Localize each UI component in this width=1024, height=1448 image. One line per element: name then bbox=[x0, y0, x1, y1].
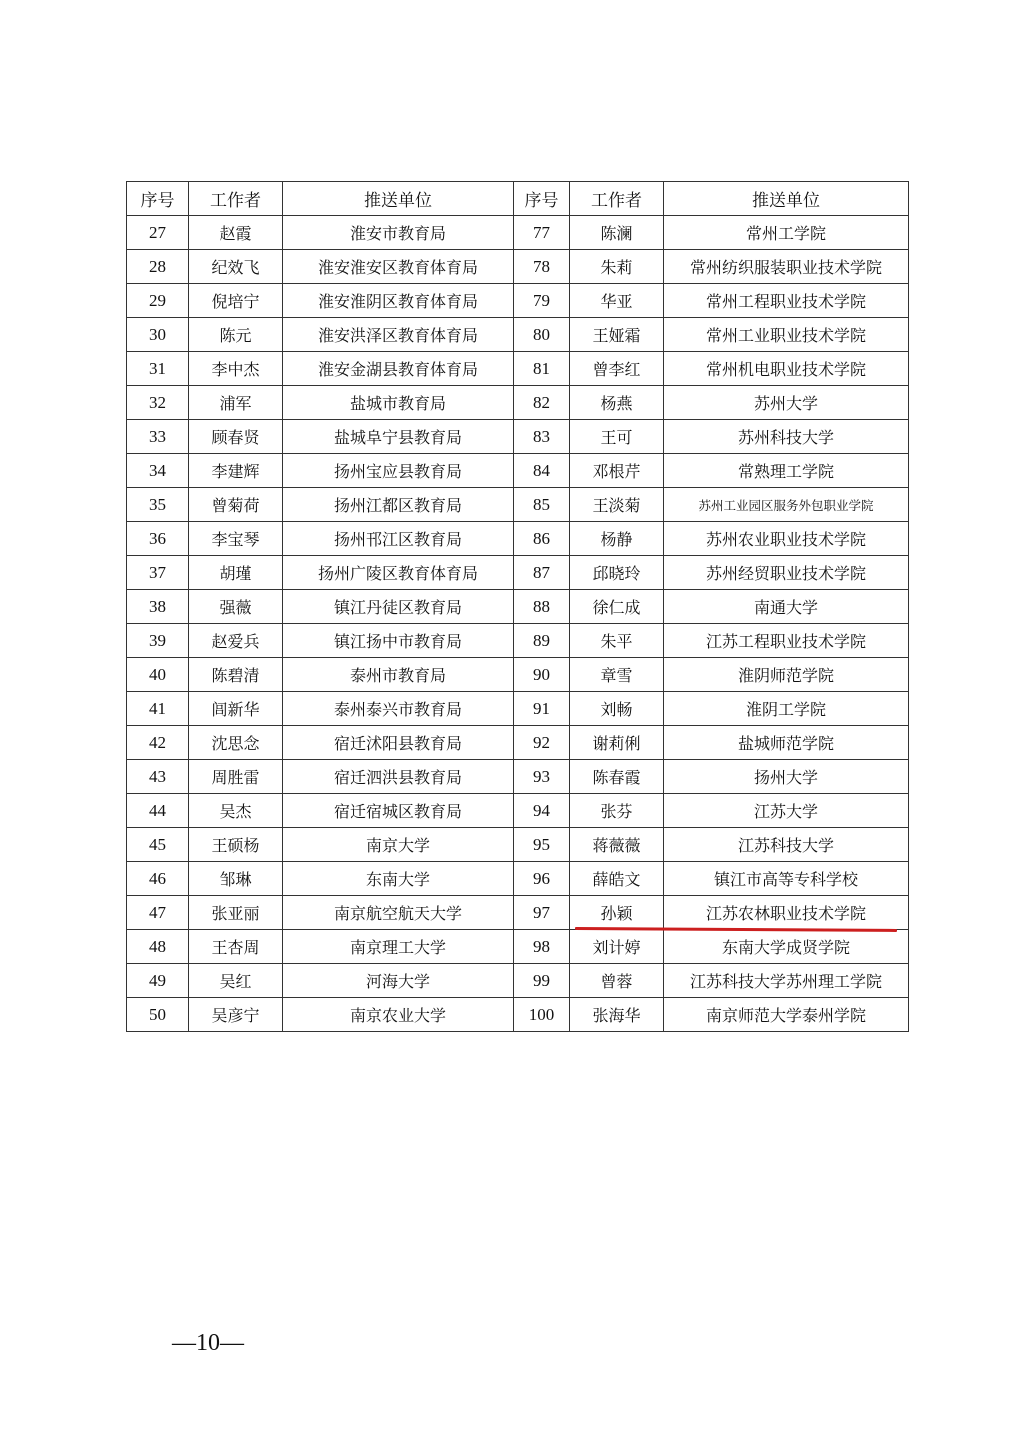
row-unit-right: 常州工业职业技术学院 bbox=[664, 318, 909, 352]
row-index-left: 49 bbox=[127, 964, 189, 998]
row-unit-left: 淮安金湖县教育体育局 bbox=[283, 352, 514, 386]
row-worker-right: 刘计婷 bbox=[570, 930, 664, 964]
row-worker-left: 李中杰 bbox=[189, 352, 283, 386]
row-worker-right: 曾李红 bbox=[570, 352, 664, 386]
row-index-right: 78 bbox=[514, 250, 570, 284]
row-index-right: 86 bbox=[514, 522, 570, 556]
row-unit-right: 常州机电职业技术学院 bbox=[664, 352, 909, 386]
row-unit-left: 宿迁宿城区教育局 bbox=[283, 794, 514, 828]
row-unit-left: 淮安淮安区教育体育局 bbox=[283, 250, 514, 284]
table-body bbox=[127, 216, 909, 1032]
row-index-left: 45 bbox=[127, 828, 189, 862]
row-worker-right: 张芬 bbox=[570, 794, 664, 828]
row-unit-right: 江苏科技大学苏州理工学院 bbox=[664, 964, 909, 998]
table-row bbox=[127, 556, 909, 590]
row-unit-right: 江苏农林职业技术学院 bbox=[664, 896, 909, 930]
header-worker-right: 工作者 bbox=[570, 182, 664, 216]
row-index-left: 41 bbox=[127, 692, 189, 726]
row-worker-left: 赵爱兵 bbox=[189, 624, 283, 658]
table-row bbox=[127, 590, 909, 624]
table-row bbox=[127, 352, 909, 386]
row-worker-right: 王娅霜 bbox=[570, 318, 664, 352]
table-row bbox=[127, 488, 909, 522]
row-worker-left: 陈元 bbox=[189, 318, 283, 352]
row-index-left: 34 bbox=[127, 454, 189, 488]
table-row bbox=[127, 454, 909, 488]
row-index-right: 81 bbox=[514, 352, 570, 386]
row-worker-right: 孙颖 bbox=[570, 896, 664, 930]
row-worker-right: 王淡菊 bbox=[570, 488, 664, 522]
row-worker-right: 王可 bbox=[570, 420, 664, 454]
row-unit-left: 镇江扬中市教育局 bbox=[283, 624, 514, 658]
row-index-right: 95 bbox=[514, 828, 570, 862]
row-worker-left: 闾新华 bbox=[189, 692, 283, 726]
row-index-right: 96 bbox=[514, 862, 570, 896]
row-index-left: 35 bbox=[127, 488, 189, 522]
header-index-right: 序号 bbox=[514, 182, 570, 216]
table-row bbox=[127, 386, 909, 420]
row-unit-left: 淮安淮阴区教育体育局 bbox=[283, 284, 514, 318]
table-header-row bbox=[127, 182, 909, 216]
header-unit-right: 推送单位 bbox=[664, 182, 909, 216]
row-unit-left: 河海大学 bbox=[283, 964, 514, 998]
row-unit-right: 江苏工程职业技术学院 bbox=[664, 624, 909, 658]
row-unit-right: 苏州工业园区服务外包职业学院 bbox=[664, 488, 909, 522]
table-row bbox=[127, 250, 909, 284]
table-row bbox=[127, 998, 909, 1032]
row-worker-left: 曾菊荷 bbox=[189, 488, 283, 522]
row-worker-right: 杨燕 bbox=[570, 386, 664, 420]
row-index-right: 94 bbox=[514, 794, 570, 828]
table-row bbox=[127, 726, 909, 760]
row-index-left: 32 bbox=[127, 386, 189, 420]
row-index-right: 79 bbox=[514, 284, 570, 318]
row-index-left: 50 bbox=[127, 998, 189, 1032]
row-index-left: 47 bbox=[127, 896, 189, 930]
table-row bbox=[127, 522, 909, 556]
table-row bbox=[127, 930, 909, 964]
row-worker-left: 吴红 bbox=[189, 964, 283, 998]
table-row bbox=[127, 794, 909, 828]
row-worker-left: 王硕杨 bbox=[189, 828, 283, 862]
row-index-left: 48 bbox=[127, 930, 189, 964]
row-unit-left: 南京理工大学 bbox=[283, 930, 514, 964]
row-index-right: 85 bbox=[514, 488, 570, 522]
table-row bbox=[127, 896, 909, 930]
row-unit-left: 宿迁泗洪县教育局 bbox=[283, 760, 514, 794]
row-worker-left: 胡瑾 bbox=[189, 556, 283, 590]
row-unit-right: 东南大学成贤学院 bbox=[664, 930, 909, 964]
row-worker-left: 沈思念 bbox=[189, 726, 283, 760]
table-row bbox=[127, 216, 909, 250]
row-worker-right: 邓根芹 bbox=[570, 454, 664, 488]
row-index-left: 27 bbox=[127, 216, 189, 250]
row-unit-right: 苏州大学 bbox=[664, 386, 909, 420]
row-index-right: 100 bbox=[514, 998, 570, 1032]
row-index-right: 83 bbox=[514, 420, 570, 454]
row-unit-right: 淮阴师范学院 bbox=[664, 658, 909, 692]
row-unit-left: 南京航空航天大学 bbox=[283, 896, 514, 930]
row-unit-right: 扬州大学 bbox=[664, 760, 909, 794]
table-row bbox=[127, 284, 909, 318]
row-unit-right: 镇江市高等专科学校 bbox=[664, 862, 909, 896]
row-index-left: 43 bbox=[127, 760, 189, 794]
recommendation-table bbox=[126, 181, 909, 1032]
row-worker-left: 张亚丽 bbox=[189, 896, 283, 930]
row-unit-right: 常熟理工学院 bbox=[664, 454, 909, 488]
row-unit-right: 江苏大学 bbox=[664, 794, 909, 828]
row-index-left: 30 bbox=[127, 318, 189, 352]
row-unit-left: 东南大学 bbox=[283, 862, 514, 896]
row-unit-left: 扬州江都区教育局 bbox=[283, 488, 514, 522]
row-index-left: 42 bbox=[127, 726, 189, 760]
row-worker-left: 邹琳 bbox=[189, 862, 283, 896]
row-unit-left: 泰州泰兴市教育局 bbox=[283, 692, 514, 726]
row-worker-left: 王杏周 bbox=[189, 930, 283, 964]
row-worker-right: 章雪 bbox=[570, 658, 664, 692]
row-unit-left: 南京农业大学 bbox=[283, 998, 514, 1032]
row-worker-right: 谢莉俐 bbox=[570, 726, 664, 760]
row-index-right: 84 bbox=[514, 454, 570, 488]
row-index-right: 92 bbox=[514, 726, 570, 760]
row-worker-right: 蒋薇薇 bbox=[570, 828, 664, 862]
row-worker-right: 薛皓文 bbox=[570, 862, 664, 896]
row-worker-right: 杨静 bbox=[570, 522, 664, 556]
header-worker-left: 工作者 bbox=[189, 182, 283, 216]
row-worker-left: 浦军 bbox=[189, 386, 283, 420]
row-worker-right: 邱晓玲 bbox=[570, 556, 664, 590]
row-unit-right: 南京师范大学泰州学院 bbox=[664, 998, 909, 1032]
row-index-right: 77 bbox=[514, 216, 570, 250]
row-unit-right: 苏州科技大学 bbox=[664, 420, 909, 454]
row-worker-right: 陈春霞 bbox=[570, 760, 664, 794]
header-index-left: 序号 bbox=[127, 182, 189, 216]
row-index-right: 80 bbox=[514, 318, 570, 352]
row-unit-left: 淮安市教育局 bbox=[283, 216, 514, 250]
row-unit-right: 常州纺织服装职业技术学院 bbox=[664, 250, 909, 284]
row-unit-left: 扬州广陵区教育体育局 bbox=[283, 556, 514, 590]
row-unit-right: 常州工程职业技术学院 bbox=[664, 284, 909, 318]
row-unit-right: 苏州农业职业技术学院 bbox=[664, 522, 909, 556]
row-index-left: 44 bbox=[127, 794, 189, 828]
row-worker-left: 周胜雷 bbox=[189, 760, 283, 794]
row-index-right: 93 bbox=[514, 760, 570, 794]
row-index-left: 46 bbox=[127, 862, 189, 896]
row-worker-left: 陈碧清 bbox=[189, 658, 283, 692]
row-index-right: 89 bbox=[514, 624, 570, 658]
row-worker-right: 朱莉 bbox=[570, 250, 664, 284]
row-index-left: 37 bbox=[127, 556, 189, 590]
row-index-left: 38 bbox=[127, 590, 189, 624]
row-worker-left: 强薇 bbox=[189, 590, 283, 624]
row-index-left: 36 bbox=[127, 522, 189, 556]
row-index-left: 40 bbox=[127, 658, 189, 692]
row-index-right: 82 bbox=[514, 386, 570, 420]
table-row bbox=[127, 760, 909, 794]
row-unit-left: 镇江丹徒区教育局 bbox=[283, 590, 514, 624]
row-unit-right: 江苏科技大学 bbox=[664, 828, 909, 862]
row-worker-left: 吴杰 bbox=[189, 794, 283, 828]
row-worker-left: 赵霞 bbox=[189, 216, 283, 250]
row-index-right: 99 bbox=[514, 964, 570, 998]
row-worker-right: 陈澜 bbox=[570, 216, 664, 250]
table-row bbox=[127, 658, 909, 692]
row-index-left: 39 bbox=[127, 624, 189, 658]
row-index-right: 87 bbox=[514, 556, 570, 590]
row-unit-left: 扬州宝应县教育局 bbox=[283, 454, 514, 488]
header-unit-left: 推送单位 bbox=[283, 182, 514, 216]
row-index-right: 91 bbox=[514, 692, 570, 726]
table-row bbox=[127, 692, 909, 726]
table-row bbox=[127, 862, 909, 896]
row-unit-right: 南通大学 bbox=[664, 590, 909, 624]
row-unit-left: 南京大学 bbox=[283, 828, 514, 862]
row-worker-left: 倪培宁 bbox=[189, 284, 283, 318]
row-unit-left: 扬州邗江区教育局 bbox=[283, 522, 514, 556]
row-unit-right: 常州工学院 bbox=[664, 216, 909, 250]
row-unit-right: 盐城师范学院 bbox=[664, 726, 909, 760]
row-unit-right: 淮阴工学院 bbox=[664, 692, 909, 726]
row-worker-left: 纪效飞 bbox=[189, 250, 283, 284]
table-row bbox=[127, 420, 909, 454]
row-worker-right: 徐仁成 bbox=[570, 590, 664, 624]
row-index-left: 28 bbox=[127, 250, 189, 284]
row-index-right: 97 bbox=[514, 896, 570, 930]
row-worker-right: 刘畅 bbox=[570, 692, 664, 726]
row-worker-right: 朱平 bbox=[570, 624, 664, 658]
row-unit-left: 泰州市教育局 bbox=[283, 658, 514, 692]
row-index-right: 88 bbox=[514, 590, 570, 624]
row-index-right: 98 bbox=[514, 930, 570, 964]
table-row bbox=[127, 318, 909, 352]
table-row bbox=[127, 828, 909, 862]
row-unit-left: 盐城市教育局 bbox=[283, 386, 514, 420]
row-worker-right: 曾蓉 bbox=[570, 964, 664, 998]
row-unit-left: 宿迁沭阳县教育局 bbox=[283, 726, 514, 760]
row-index-left: 33 bbox=[127, 420, 189, 454]
row-worker-left: 顾春贤 bbox=[189, 420, 283, 454]
page-number: —10— bbox=[172, 1330, 244, 1356]
row-index-left: 31 bbox=[127, 352, 189, 386]
row-unit-left: 盐城阜宁县教育局 bbox=[283, 420, 514, 454]
row-worker-right: 华亚 bbox=[570, 284, 664, 318]
row-index-left: 29 bbox=[127, 284, 189, 318]
row-index-right: 90 bbox=[514, 658, 570, 692]
table-row bbox=[127, 624, 909, 658]
row-unit-right: 苏州经贸职业技术学院 bbox=[664, 556, 909, 590]
row-worker-right: 张海华 bbox=[570, 998, 664, 1032]
row-worker-left: 李建辉 bbox=[189, 454, 283, 488]
row-worker-left: 李宝琴 bbox=[189, 522, 283, 556]
row-worker-left: 吴彦宁 bbox=[189, 998, 283, 1032]
row-unit-left: 淮安洪泽区教育体育局 bbox=[283, 318, 514, 352]
table-row bbox=[127, 964, 909, 998]
